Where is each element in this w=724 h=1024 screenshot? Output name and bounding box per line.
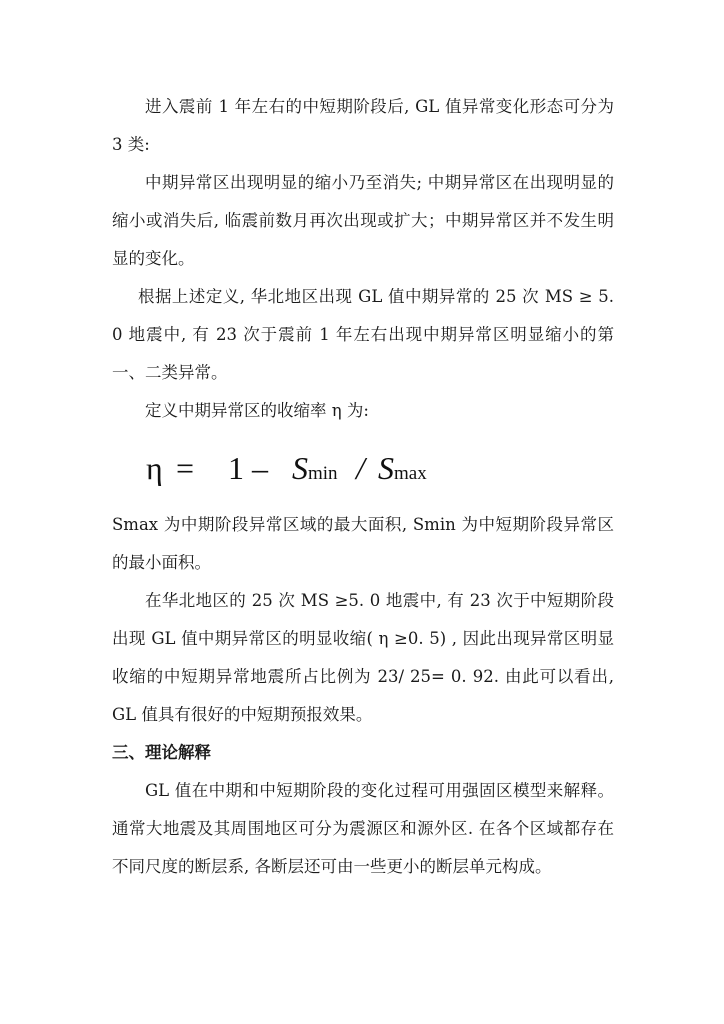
paragraph-theory: GL 值在中期和中短期阶段的变化过程可用强固区模型来解释。通常大地震及其周围地区可分为震源区和源外区. 在各个区域都存在不同尺度的断层系, 各断层还可由一些更小的断层单元构成。	[112, 781, 614, 876]
paragraph-area-definition: Smax 为中期阶段异常区域的最大面积, Smin 为中短期阶段异常区的最小面积。	[112, 515, 614, 572]
document-page	[112, 88, 614, 886]
section-heading: 三、理论解释	[112, 743, 211, 762]
paragraph-statistics: 根据上述定义, 华北地区出现 GL 值中期异常的 25 次 MS ≥ 5. 0 地震中, 有 23 次于震前 1 年左右出现中期异常区明显缩小的第一、二类异常。	[112, 287, 614, 382]
paragraph-intro: 进入震前 1 年左右的中短期阶段后, GL 值异常变化形态可分为 3 类:	[112, 97, 614, 154]
formula-s-min: Smin	[292, 450, 338, 486]
paragraph-definition: 定义中期异常区的收缩率 η 为:	[145, 401, 369, 420]
formula-eta: η	[146, 450, 163, 486]
formula-one: 1	[228, 450, 244, 486]
formula-slash: /	[356, 450, 365, 486]
formula-equals: =	[176, 450, 195, 486]
formula-s-max: Smax	[378, 450, 427, 486]
shrink-rate-formula	[112, 436, 614, 502]
paragraph-results: 在华北地区的 25 次 MS ≥5. 0 地震中, 有 23 次于中短期阶段出现 GL 值中期异常区的明显收缩( η ≥0. 5) , 因此出现异常区明显收缩的中短期异常地震所占比例为 23/ 25= 0. 92. 由此可以看出, GL 值具有很好的中短期预报效果。	[112, 591, 614, 724]
formula-minus: –	[252, 450, 268, 486]
paragraph-anomaly-types: 中期异常区出现明显的缩小乃至消失; 中期异常区在出现明显的缩小或消失后, 临震前数月再次出现或扩大；中期异常区并不发生明显的变化。	[112, 173, 614, 268]
